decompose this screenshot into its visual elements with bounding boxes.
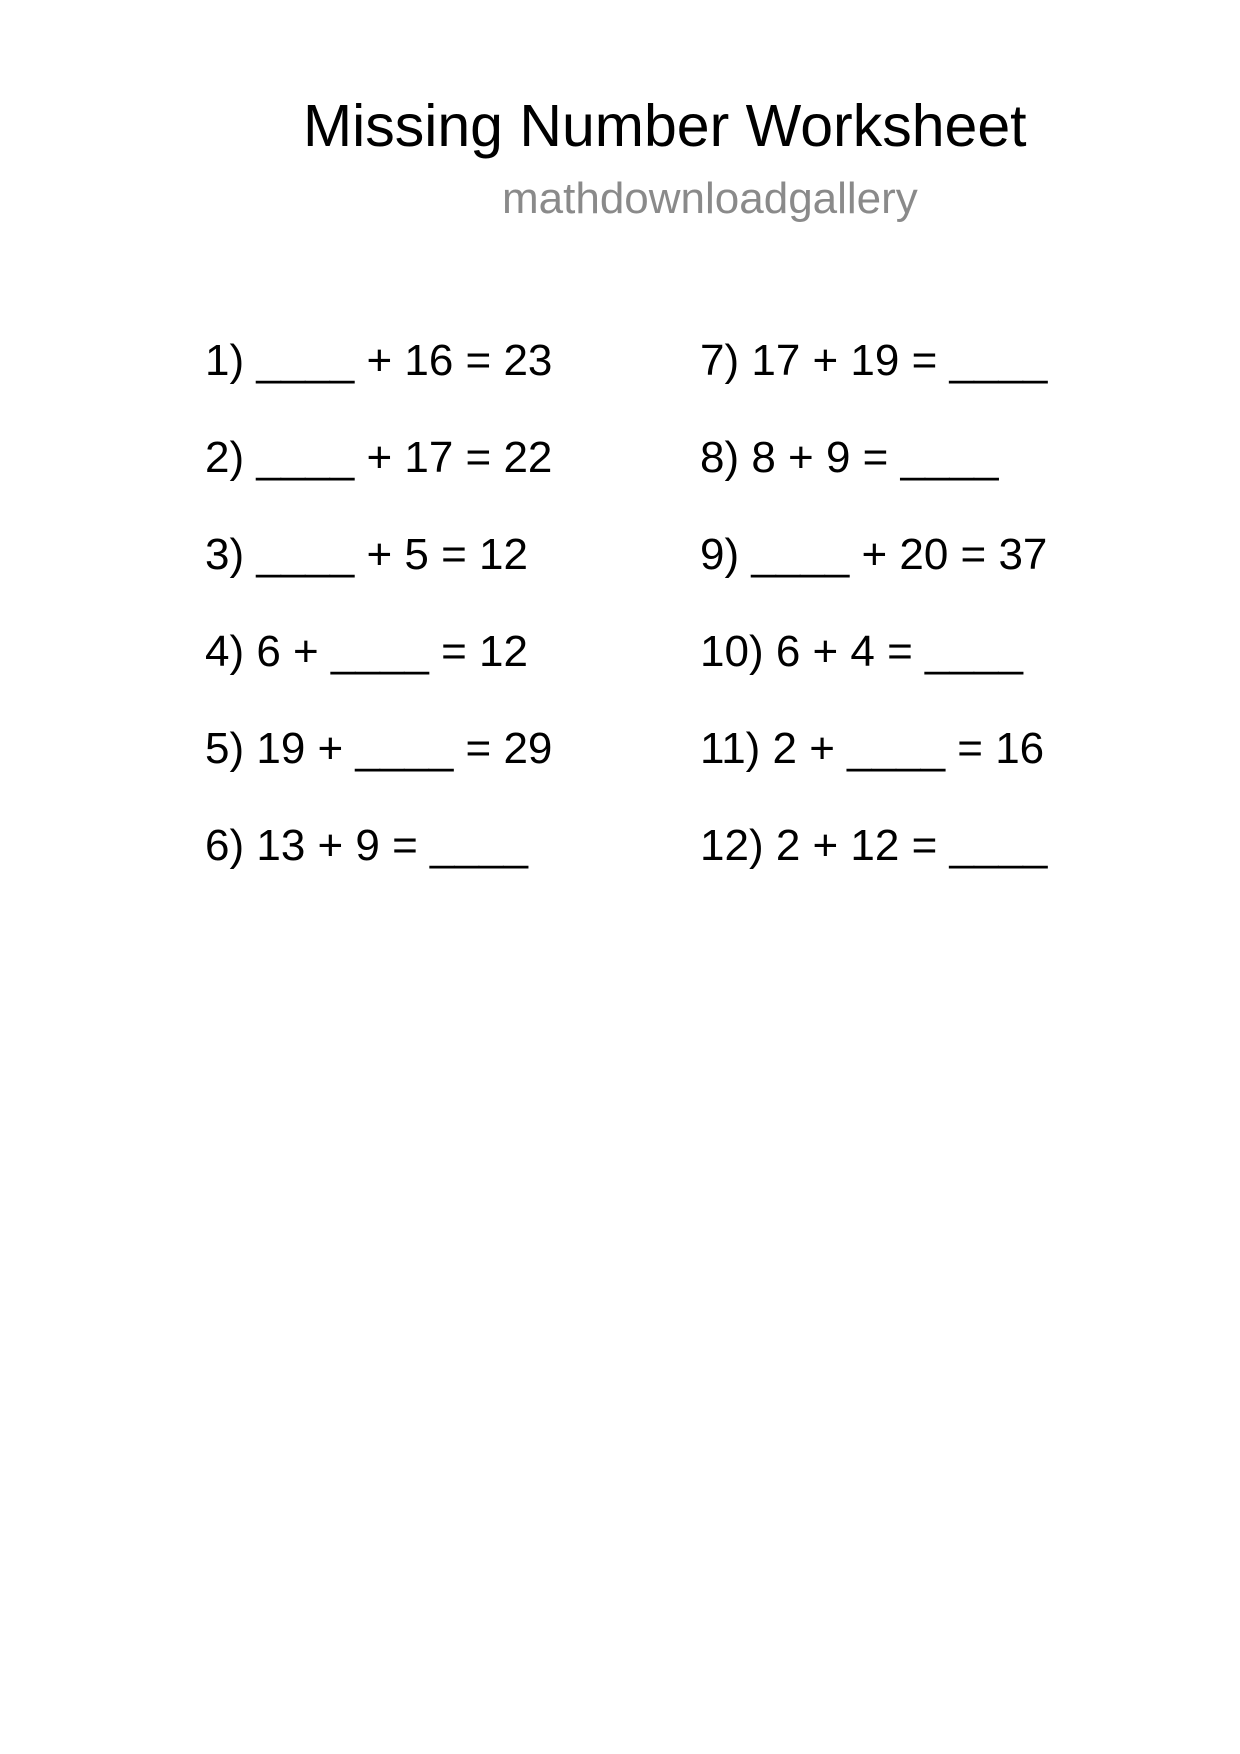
problem-row: 1) ____ + 16 = 23	[205, 336, 553, 385]
worksheet-title: Missing Number Worksheet	[303, 93, 1027, 159]
problem-row: 9) ____ + 20 = 37	[700, 530, 1048, 579]
problem-row: 8) 8 + 9 = ____	[700, 433, 999, 482]
problem-row: 5) 19 + ____ = 29	[205, 724, 553, 773]
worksheet-subtitle: mathdownloadgallery	[502, 174, 918, 223]
problem-row: 11) 2 + ____ = 16	[700, 724, 1045, 773]
problem-row: 6) 13 + 9 = ____	[205, 821, 528, 870]
problem-row: 2) ____ + 17 = 22	[205, 433, 553, 482]
problem-row: 3) ____ + 5 = 12	[205, 530, 528, 579]
problem-row: 4) 6 + ____ = 12	[205, 627, 528, 676]
problem-row: 10) 6 + 4 = ____	[700, 627, 1023, 676]
problem-row: 7) 17 + 19 = ____	[700, 336, 1048, 385]
problem-row: 12) 2 + 12 = ____	[700, 821, 1048, 870]
problems-grid	[205, 336, 1048, 921]
